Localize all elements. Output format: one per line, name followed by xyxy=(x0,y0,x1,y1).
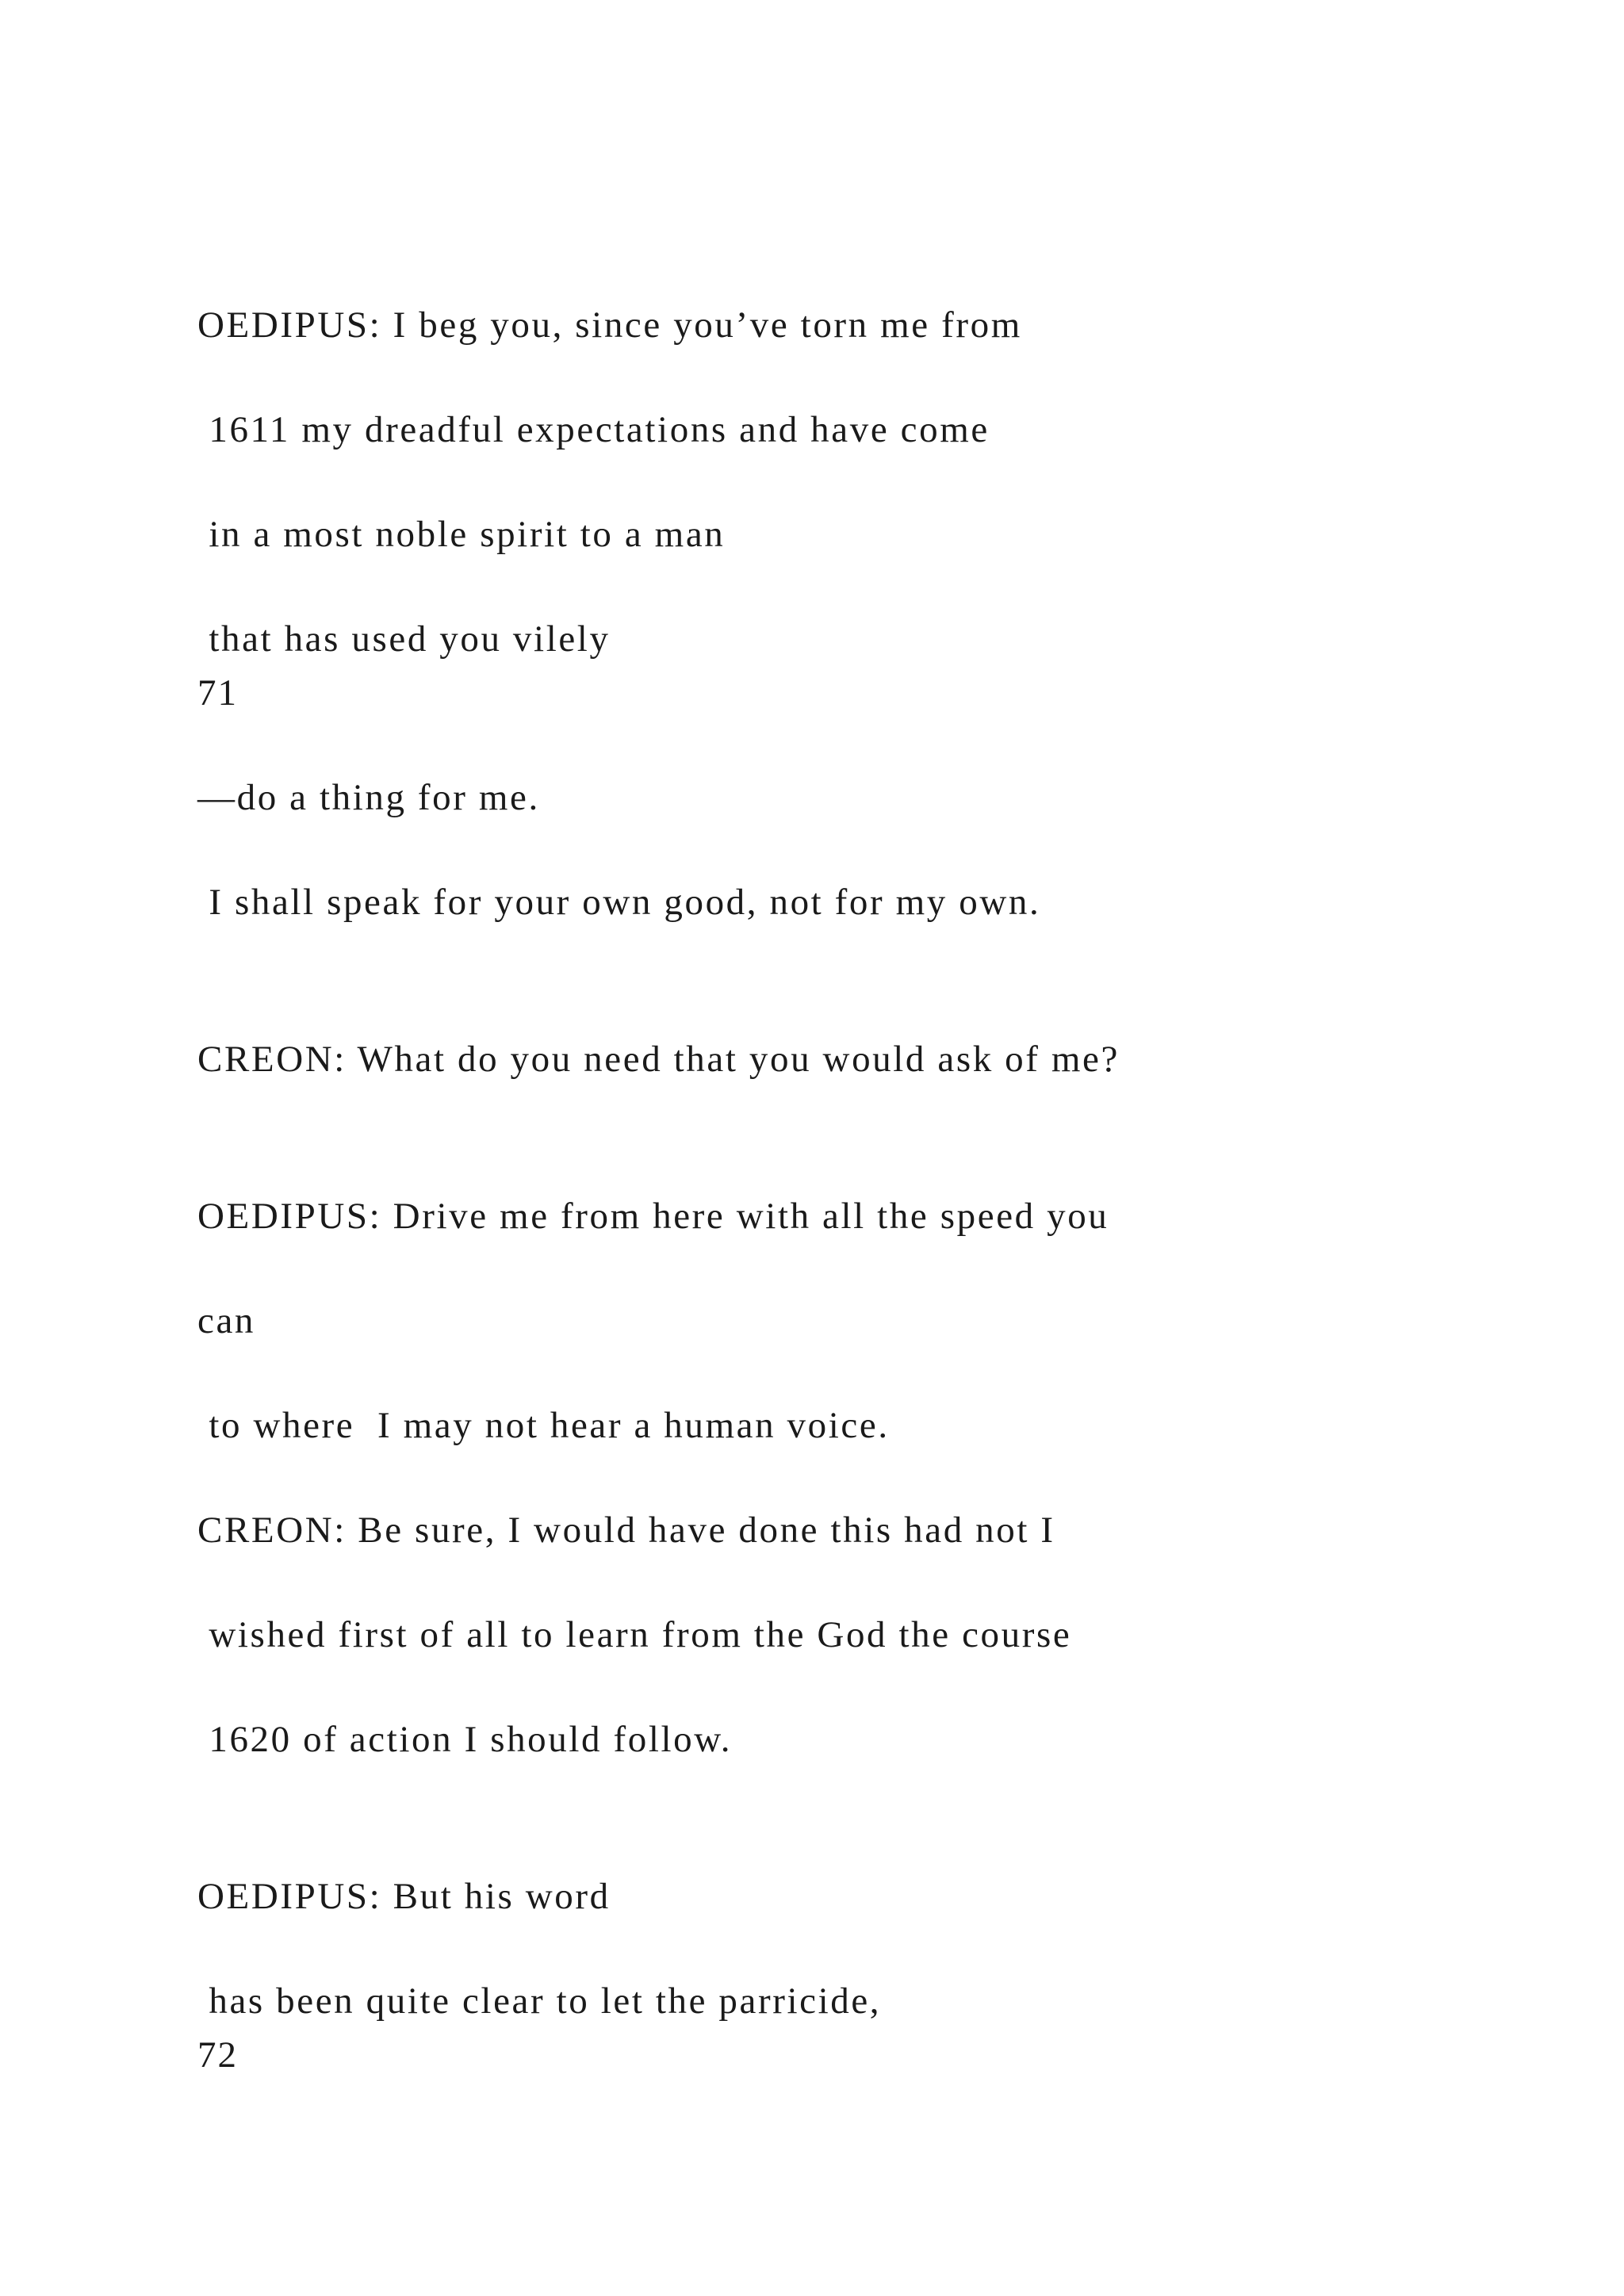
footnote-number: 71 xyxy=(197,672,238,714)
text-line: to where I may not hear a human voice. xyxy=(197,1405,890,1446)
text-line: OEDIPUS: I beg you, since you’ve torn me from xyxy=(197,304,1022,346)
text-line: has been quite clear to let the parricide, xyxy=(197,1980,882,2022)
text-line: wished first of all to learn from the God the course xyxy=(197,1614,1072,1655)
text-line: OEDIPUS: But his word xyxy=(197,1876,611,1917)
text-line: CREON: Be sure, I would have done this had not I xyxy=(197,1510,1055,1551)
text-line: 1611 my dreadful expectations and have come xyxy=(197,409,990,450)
text-line: OEDIPUS: Drive me from here with all the speed you xyxy=(197,1196,1109,1237)
text-line: 1620 of action I should follow. xyxy=(197,1719,733,1760)
text-line: CREON: What do you need that you would ask of me? xyxy=(197,1039,1120,1080)
text-line: I shall speak for your own good, not for my own. xyxy=(197,882,1041,923)
text-line: in a most noble spirit to a man xyxy=(197,514,726,555)
text-line: can xyxy=(197,1300,256,1341)
footnote-number: 72 xyxy=(197,2034,238,2076)
text-line: —do a thing for me. xyxy=(197,777,540,818)
text-line: that has used you vilely xyxy=(197,618,611,660)
